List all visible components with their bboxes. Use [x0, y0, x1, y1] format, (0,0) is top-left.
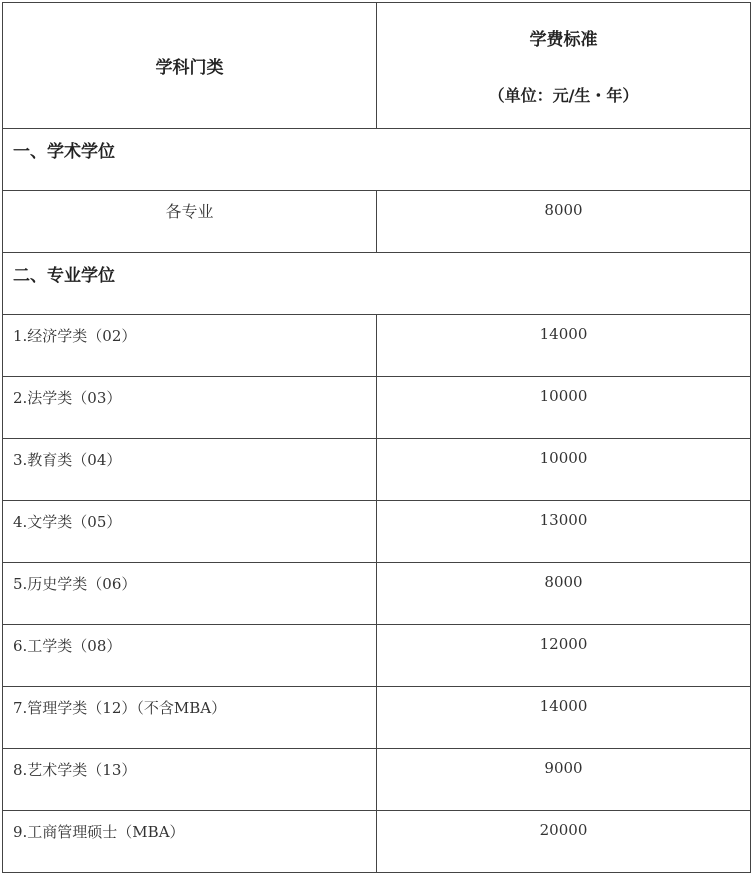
fee-cell: 10000 — [377, 439, 751, 501]
fee-cell: 10000 — [377, 377, 751, 439]
table-row — [3, 377, 751, 439]
tuition-table — [2, 2, 751, 873]
fee-cell: 14000 — [377, 315, 751, 377]
discipline-cell: 各专业 — [3, 191, 377, 253]
discipline-cell: 9.工商管理硕士（MBA） — [3, 811, 377, 873]
header-fee-title: 学费标准 — [529, 30, 598, 50]
table-row — [3, 501, 751, 563]
discipline-cell: 1.经济学类（02） — [3, 315, 377, 377]
discipline-cell: 7.管理学类（12）（不含MBA） — [3, 687, 377, 749]
section-title: 一、学术学位 — [3, 129, 751, 191]
discipline-cell: 8.艺术学类（13） — [3, 749, 377, 811]
fee-cell: 13000 — [377, 501, 751, 563]
header-fee — [377, 3, 751, 129]
table-row — [3, 749, 751, 811]
table-row — [3, 687, 751, 749]
discipline-cell: 2.法学类（03） — [3, 377, 377, 439]
table-row — [3, 811, 751, 873]
table-row — [3, 315, 751, 377]
fee-cell: 8000 — [377, 191, 751, 253]
section-row — [3, 129, 751, 191]
table-row — [3, 563, 751, 625]
fee-cell: 9000 — [377, 749, 751, 811]
fee-cell: 12000 — [377, 625, 751, 687]
header-discipline — [3, 3, 377, 129]
section-row — [3, 253, 751, 315]
header-fee-unit: （单位：元/生・年） — [488, 86, 639, 105]
table-row — [3, 191, 751, 253]
discipline-cell: 4.文学类（05） — [3, 501, 377, 563]
table-row — [3, 625, 751, 687]
header-discipline-label: 学科门类 — [155, 58, 224, 78]
fee-cell: 8000 — [377, 563, 751, 625]
header-row — [3, 3, 751, 129]
table-row — [3, 439, 751, 501]
discipline-cell: 5.历史学类（06） — [3, 563, 377, 625]
discipline-cell: 6.工学类（08） — [3, 625, 377, 687]
fee-cell: 14000 — [377, 687, 751, 749]
section-title: 二、专业学位 — [3, 253, 751, 315]
fee-cell: 20000 — [377, 811, 751, 873]
discipline-cell: 3.教育类（04） — [3, 439, 377, 501]
